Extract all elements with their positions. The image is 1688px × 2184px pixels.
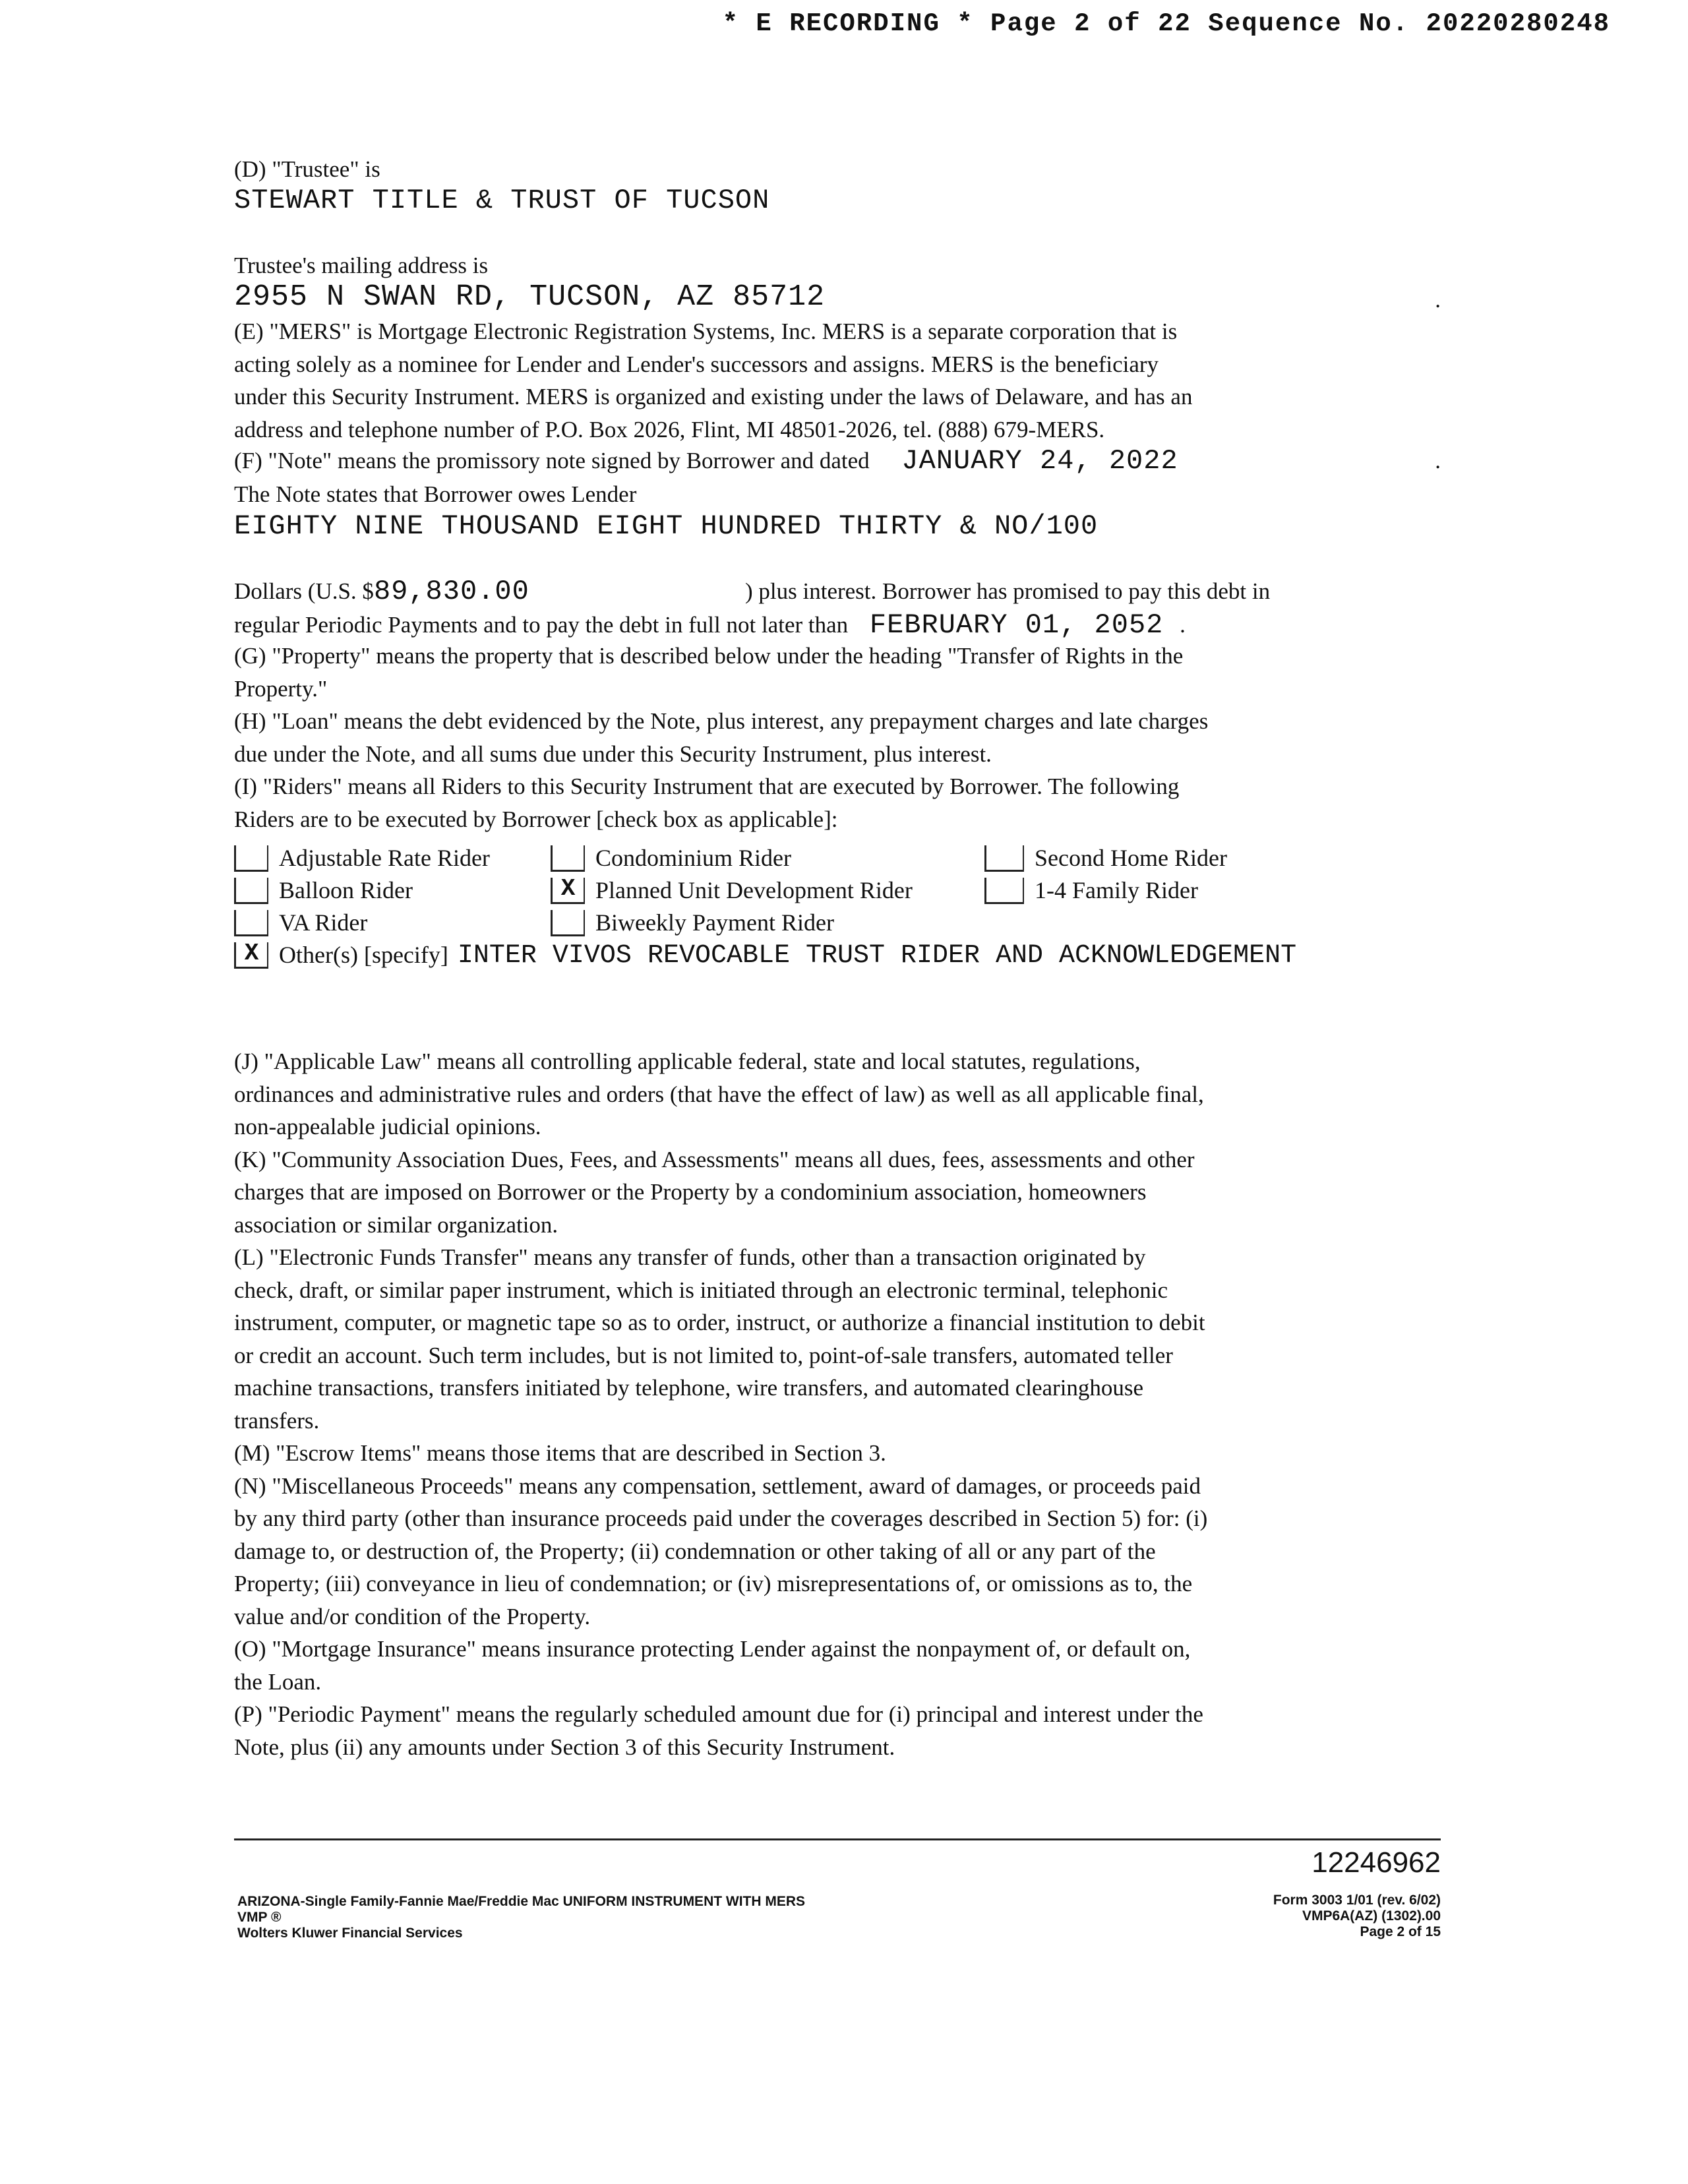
checkbox[interactable] [234,878,268,904]
rider-second-home[interactable] [984,844,1227,872]
note-owes-line: The Note states that Borrower owes Lender [234,481,637,507]
definition-line: or credit an account. Such term includes, but is not limited to, point-of-sale transfers, automated teller [234,1342,1173,1368]
dollars-suffix: ) plus interest. Borrower has promised to pay this debt in [745,578,1271,604]
definition-line: (N) "Miscellaneous Proceeds" means any compensation, settlement, award of damages, or proceeds paid [234,1472,1201,1499]
note-definition: (F) "Note" means the promissory note signed by Borrower and dated JANUARY 24, 2022 . The Note states that Borrower owes Lender EIGHTY NINE THOUSAND EIGHT HUNDRED THIRTY & NO/100 [234,445,1441,542]
definition-line: (M) "Escrow Items" means those items that are described in Section 3. [234,1440,886,1466]
definition-line: Riders are to be executed by Borrower [check box as applicable]: [234,806,838,832]
checkbox[interactable] [984,845,1024,872]
note-amount-section [234,575,1441,642]
definition-line: (I) "Riders" means all Riders to this Security Instrument that are executed by Borrower. The following [234,774,1180,799]
definitions-g-i [234,640,1441,835]
definition-line: damage to, or destruction of, the Property; (ii) condemnation or other taking of all or any part of the [234,1538,1156,1564]
trustee-address-label: Trustee's mailing address is [234,253,489,278]
rider-balloon[interactable] [234,876,413,904]
rider-planned-unit-development[interactable] [551,876,913,904]
definition-line: value and/or condition of the Property. [234,1603,591,1629]
mers-line: acting solely as a nominee for Lender and Lender's successors and assigns. MERS is the beneficiary [234,351,1159,377]
definition-line: (H) "Loan" means the debt evidenced by the Note, plus interest, any prepayment charges and late charges [234,708,1209,734]
rider-1-4-family[interactable] [984,876,1198,904]
definition-line: machine transactions, transfers initiated by telephone, wire transfers, and automated clearinghouse [234,1375,1144,1401]
definition-line: charges that are imposed on Borrower or the Property by a condominium association, homeowners [234,1179,1147,1205]
rider-label: Balloon Rider [279,877,413,903]
trustee-section [234,153,1441,217]
checkbox[interactable] [984,878,1024,904]
rider-label: VA Rider [279,909,368,936]
definition-line: check, draft, or similar paper instrument, which is initiated through an electronic terminal, telephonic [234,1277,1168,1303]
checkbox[interactable] [234,910,268,936]
rider-label: Other(s) [specify] [279,942,448,968]
mers-definition [234,315,1441,446]
rider-label: Condominium Rider [595,845,791,871]
rider-label: Second Home Rider [1035,845,1227,871]
definition-line: non-appealable judicial opinions. [234,1114,541,1139]
loan-number: 12246962 [1311,1846,1441,1879]
definition-line: (J) "Applicable Law" means all controlling applicable federal, state and local statutes, regulations, [234,1048,1141,1074]
definition-line: Note, plus (ii) any amounts under Section 3 of this Security Instrument. [234,1734,895,1760]
footer-right-line: Page 2 of 15 [1360,1924,1441,1939]
definition-line: association or similar organization. [234,1211,558,1238]
rider-biweekly-payment[interactable] [551,909,834,936]
note-date: JANUARY 24, 2022 [901,445,1178,477]
maturity-date: FEBRUARY 01, 2052 [869,609,1164,641]
rider-label: Adjustable Rate Rider [279,845,490,871]
checkbox[interactable] [551,910,585,936]
mers-line: (E) "MERS" is Mortgage Electronic Registration Systems, Inc. MERS is a separate corporation that is [234,318,1178,344]
definition-line: (O) "Mortgage Insurance" means insurance protecting Lender against the nonpayment of, or default on, [234,1636,1191,1662]
definition-line: transfers. [234,1407,320,1434]
definition-line: due under the Note, and all sums due under this Security Instrument, plus interest. [234,741,992,767]
recording-stamp: * E RECORDING * Page 2 of 22 Sequence No. 20220280248 [722,9,1610,38]
definition-line: (G) "Property" means the property that is described below under the heading "Transfer of Rights in the [234,643,1184,669]
other-rider-text: INTER VIVOS REVOCABLE TRUST RIDER AND ACKNOWLEDGEMENT [457,941,1297,971]
payments-text: regular Periodic Payments and to pay the debt in full not later than [234,611,849,638]
definition-line: (L) "Electronic Funds Transfer" means any transfer of funds, other than a transaction originated by [234,1244,1146,1270]
footer-form-info [237,1894,805,1941]
trustee-address: 2955 N SWAN RD, TUCSON, AZ 85712 [234,280,826,314]
footer-divider [234,1838,1441,1840]
definitions-j-p [234,1045,1441,1763]
rider-label: 1-4 Family Rider [1035,877,1198,903]
trustee-address-section: Trustee's mailing address is 2955 N SWAN RD, TUCSON, AZ 85712 . [234,249,1441,313]
note-intro-line [234,444,1441,478]
mers-line: under this Security Instrument. MERS is organized and existing under the laws of Delaware, and has an [234,384,1193,410]
trustee-name: STEWART TITLE & TRUST OF TUCSON [234,184,770,216]
checkbox[interactable]: X [234,942,268,969]
note-intro: (F) "Note" means the promissory note signed by Borrower and dated [234,448,870,473]
definition-line: ordinances and administrative rules and orders (that have the effect of law) as well as all applicable final, [234,1081,1204,1107]
rider-condominium[interactable] [551,844,791,872]
checkbox[interactable]: X [551,878,585,904]
payments-line: regular Periodic Payments and to pay the debt in full not later than FEBRUARY 01, 2052 . [234,609,1186,641]
footer-left-line: VMP ® [237,1910,282,1925]
definition-line: the Loan. [234,1668,322,1695]
note-amount: 89,830.00 [373,576,529,607]
rider-other[interactable] [234,941,1296,971]
footer-right-line: VMP6A(AZ) (1302).00 [1302,1908,1441,1924]
note-amount-words: EIGHTY NINE THOUSAND EIGHT HUNDRED THIRTY & NO/100 [234,510,1099,542]
definition-line: by any third party (other than insurance proceeds paid under the coverages described in Section 5) for: (i) [234,1505,1208,1531]
riders-checklist [234,844,1441,996]
definition-line: (P) "Periodic Payment" means the regularly scheduled amount due for (i) principal and interest under the [234,1701,1203,1727]
footer-left-line: ARIZONA-Single Family-Fannie Mae/Freddie Mac UNIFORM INSTRUMENT WITH MERS [237,1894,806,1909]
checkbox[interactable] [234,845,268,872]
rider-label: Planned Unit Development Rider [595,877,913,903]
footer-form-number [1273,1893,1441,1940]
dollars-line [234,575,1441,609]
rider-va[interactable] [234,909,367,936]
trustee-label: (D) "Trustee" is [234,156,380,182]
rider-adjustable-rate[interactable] [234,844,490,872]
definition-line: Property." [234,675,328,702]
definition-line: instrument, computer, or magnetic tape so as to order, instruct, or authorize a financial institution to debit [234,1310,1205,1335]
footer-left-line: Wolters Kluwer Financial Services [237,1926,463,1941]
definition-line: Property; (iii) conveyance in lieu of condemnation; or (iv) misrepresentations of, or omissions as to, the [234,1571,1193,1596]
footer-right-line: Form 3003 1/01 (rev. 6/02) [1273,1893,1441,1908]
checkbox[interactable] [551,845,585,872]
dollars-prefix: Dollars (U.S. $ [234,578,374,604]
mers-line: address and telephone number of P.O. Box 2026, Flint, MI 48501-2026, tel. (888) 679-MERS. [234,416,1105,442]
definition-line: (K) "Community Association Dues, Fees, and Assessments" means all dues, fees, assessments and other [234,1146,1195,1172]
rider-label: Biweekly Payment Rider [595,909,834,936]
